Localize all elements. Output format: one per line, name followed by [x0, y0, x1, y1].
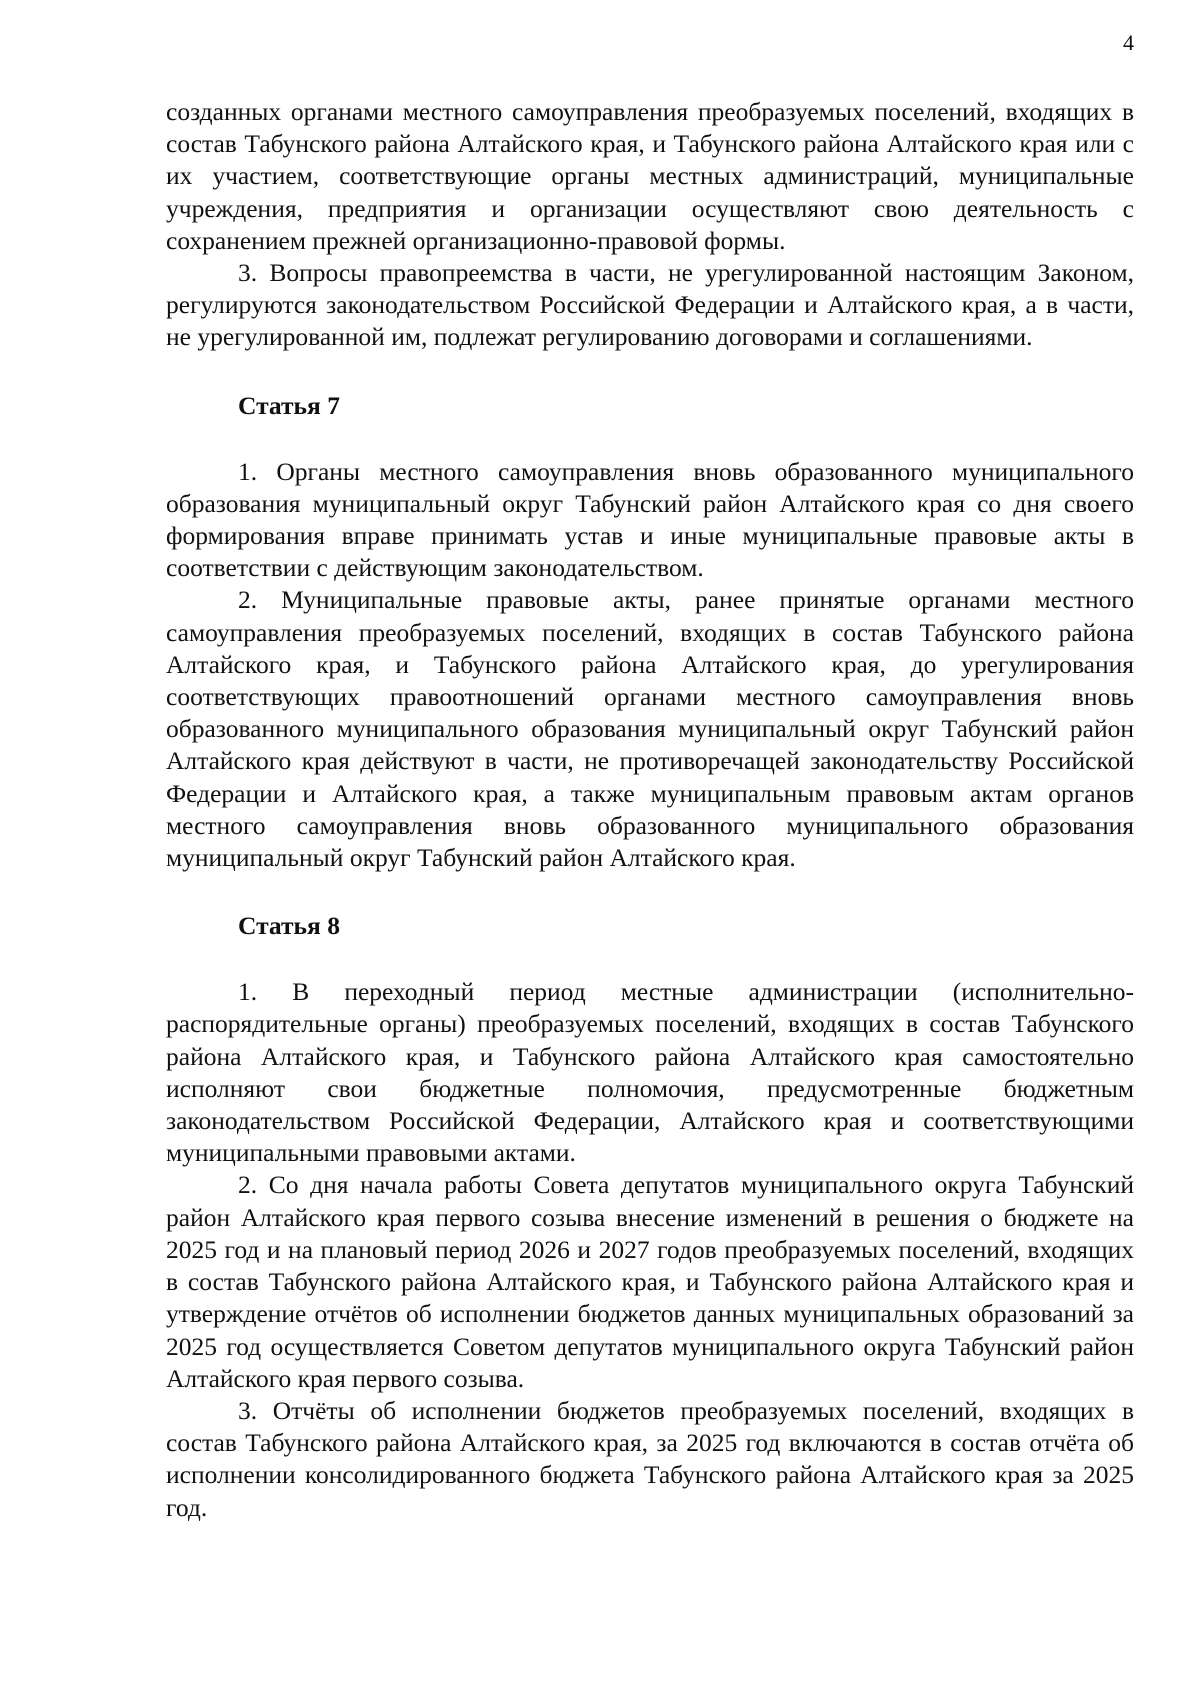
document-body: [166, 96, 1134, 1524]
paragraph-8-2: 2. Со дня начала работы Совета депутатов муниципального округа Табунский район Алтайского края первого созыва внесение изменений в решения о бюджете на 2025 год и на плановый период 2026 и 2027 годов преобразуемых поселений, входящих в состав Табунского района Алтайского края, и Табунского района Алтайского края и утверждение отчётов об исполнении бюджетов данных муниципальных образований за 2025 год осуществляется Советом депутатов муниципального округа Табунский район Алтайского края первого созыва.: [166, 1170, 1134, 1393]
page-number: 4: [1123, 30, 1134, 55]
paragraph-8-1: 1. В переходный период местные администрации (исполнительно-распорядительные органы) преобразуемых поселений, входящих в состав Табунского района Алтайского края, и Табунского района Алтайского края самостоятельно исполняют свои бюджетные полномочия, предусмотренные бюджетным законодательством Российской Федерации, Алтайского края и соответствующими муниципальными правовыми актами.: [166, 977, 1134, 1168]
paragraph-6-3: 3. Вопросы правопреемства в части, не урегулированной настоящим Законом, регулируются законодательством Российской Федерации и Алтайского края, а в части, не урегулированной им, подлежат регулированию договорами и соглашениями.: [166, 258, 1134, 352]
paragraph-continuation: созданных органами местного самоуправления преобразуемых поселений, входящих в состав Табунского района Алтайского края, и Табунского района Алтайского края или с их участием, соответствующие органы местных администраций, муниципальные учреждения, предприятия и организации осуществляют свою деятельность с сохранением прежней организационно-правовой формы.: [166, 97, 1134, 255]
paragraph-8-3: 3. Отчёты об исполнении бюджетов преобразуемых поселений, входящих в состав Табунского района Алтайского края, за 2025 год включаются в состав отчёта об исполнении консолидированного бюджета Табунского района Алтайского края за 2025 год.: [166, 1395, 1134, 1522]
article-7-heading: Статья 7: [238, 390, 340, 420]
paragraph-7-1: 1. Органы местного самоуправления вновь образованного муниципального образования муниципальный округ Табунский район Алтайского края со дня своего формирования вправе принимать устав и иные муниципальные правовые акты в соответствии с действующим законодательством.: [166, 456, 1134, 583]
article-8-heading: Статья 8: [238, 911, 340, 941]
paragraph-7-2: 2. Муниципальные правовые акты, ранее принятые органами местного самоуправления преобразуемых поселений, входящих в состав Табунского района Алтайского края, и Табунского района Алтайского края, до урегулирования соответствующих правоотношений органами местного самоуправления вновь образованного муниципального образования муниципальный округ Табунский район Алтайского края действуют в части, не противоречащей законодательству Российской Федерации и Алтайского края, а также муниципальным правовым актам органов местного самоуправления вновь образованного муниципального образования муниципальный округ Табунский район Алтайского края.: [166, 585, 1134, 873]
